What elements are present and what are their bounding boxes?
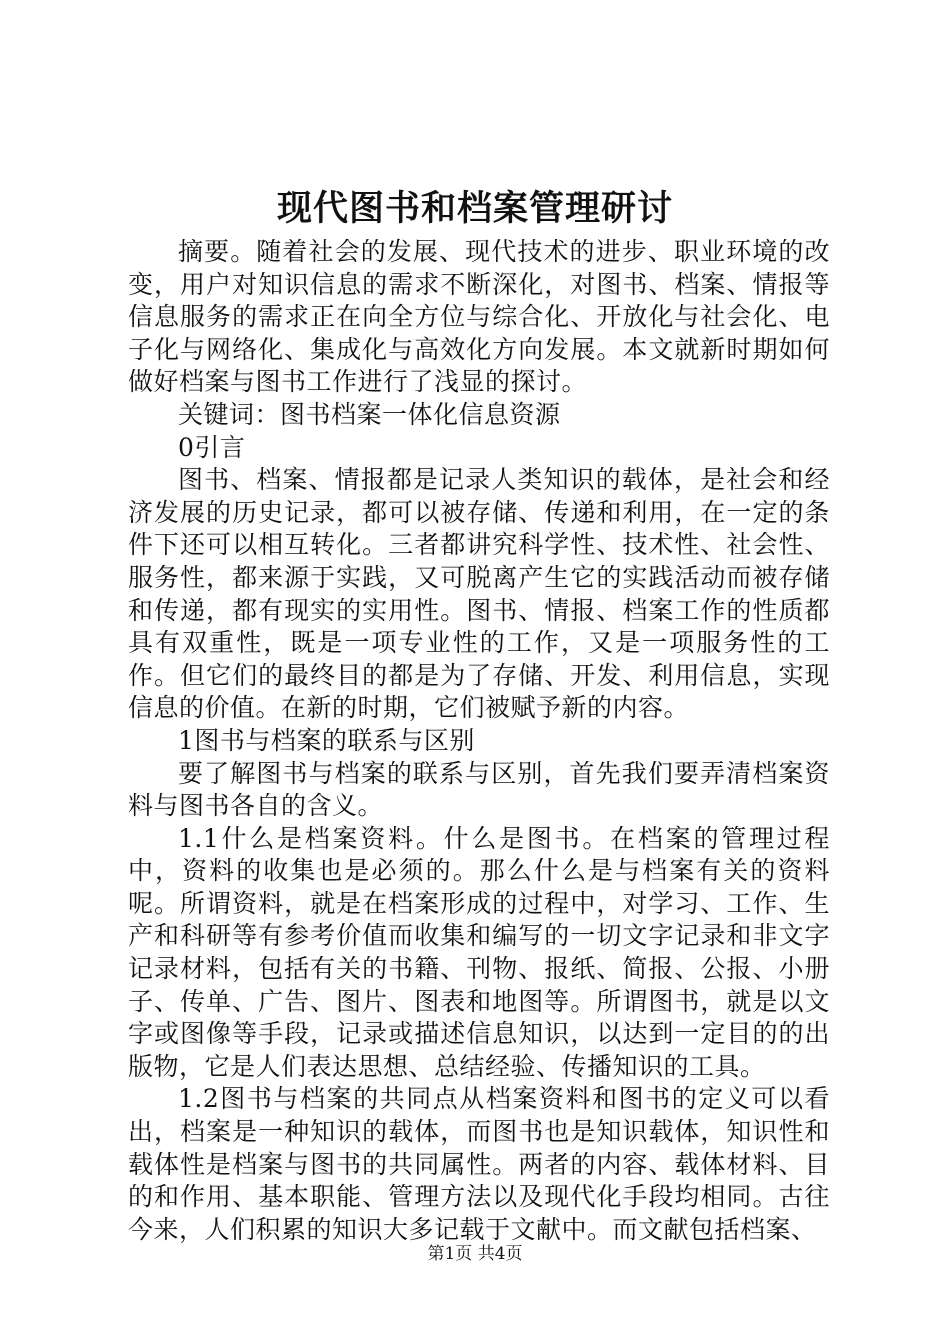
document-title: 现代图书和档案管理研讨 (276, 188, 673, 229)
body-paragraph: 图书、档案、情报都是记录人类知识的载体，是社会和经济发展的历史记录，都可以被存储、传递和利用，在一定的条件下还可以相互转化。三者都讲究科学性、技术性、社会性、服务性，都来源于实践，又可脱离产生它的实践活动而被存储和传递，都有现实的实用性。图书、情报、档案工作的性质都具有双重性，既是一项专业性的工作，又是一项服务性的工作。但它们的最终目的都是为了存储、开发、利用信息，实现信息的价值。在新的时期，它们被赋予新的内容。 (128, 465, 830, 723)
body-paragraph: 1.1什么是档案资料。什么是图书。在档案的管理过程中，资料的收集也是必须的。那么什么是与档案有关的资料呢。所谓资料，就是在档案形成的过程中，对学习、工作、生产和科研等有参考价值而收集和编写的一切文字记录和非文字记录材料，包括有关的书籍、刊物、报纸、简报、公报、小册子、传单、广告、图片、图表和地图等。所谓图书，就是以文字或图像等手段，记录或描述信息知识，以达到一定目的的出版物，它是人们表达思想、总结经验、传播知识的工具。 (128, 823, 830, 1081)
document-body (128, 236, 830, 1246)
section-heading-introduction: 0引言 (178, 432, 246, 462)
section-heading-1: 1图书与档案的联系与区别 (178, 725, 475, 755)
body-paragraph: 1.2图书与档案的共同点从档案资料和图书的定义可以看出，档案是一种知识的载体，而图书也是知识载体，知识性和载体性是档案与图书的共同属性。两者的内容、载体材料、目的和作用、基本职能、管理方法以及现代化手段均相同。古往今来，人们积累的知识大多记载于文献中。而文献包括档案、 (128, 1084, 830, 1244)
abstract-paragraph: 摘要。随着社会的发展、现代技术的进步、职业环境的改变，用户对知识信息的需求不断深化，对图书、档案、情报等信息服务的需求正在向全方位与综合化、开放化与社会化、电子化与网络化、集成化与高效化方向发展。本文就新时期如何做好档案与图书工作进行了浅显的探讨。 (128, 237, 830, 397)
keywords-paragraph: 关键词：图书档案一体化信息资源 (178, 399, 561, 429)
page-footer: 第1页 共4页 (427, 1244, 523, 1264)
body-paragraph: 要了解图书与档案的联系与区别，首先我们要弄清档案资料与图书各自的含义。 (128, 758, 830, 821)
